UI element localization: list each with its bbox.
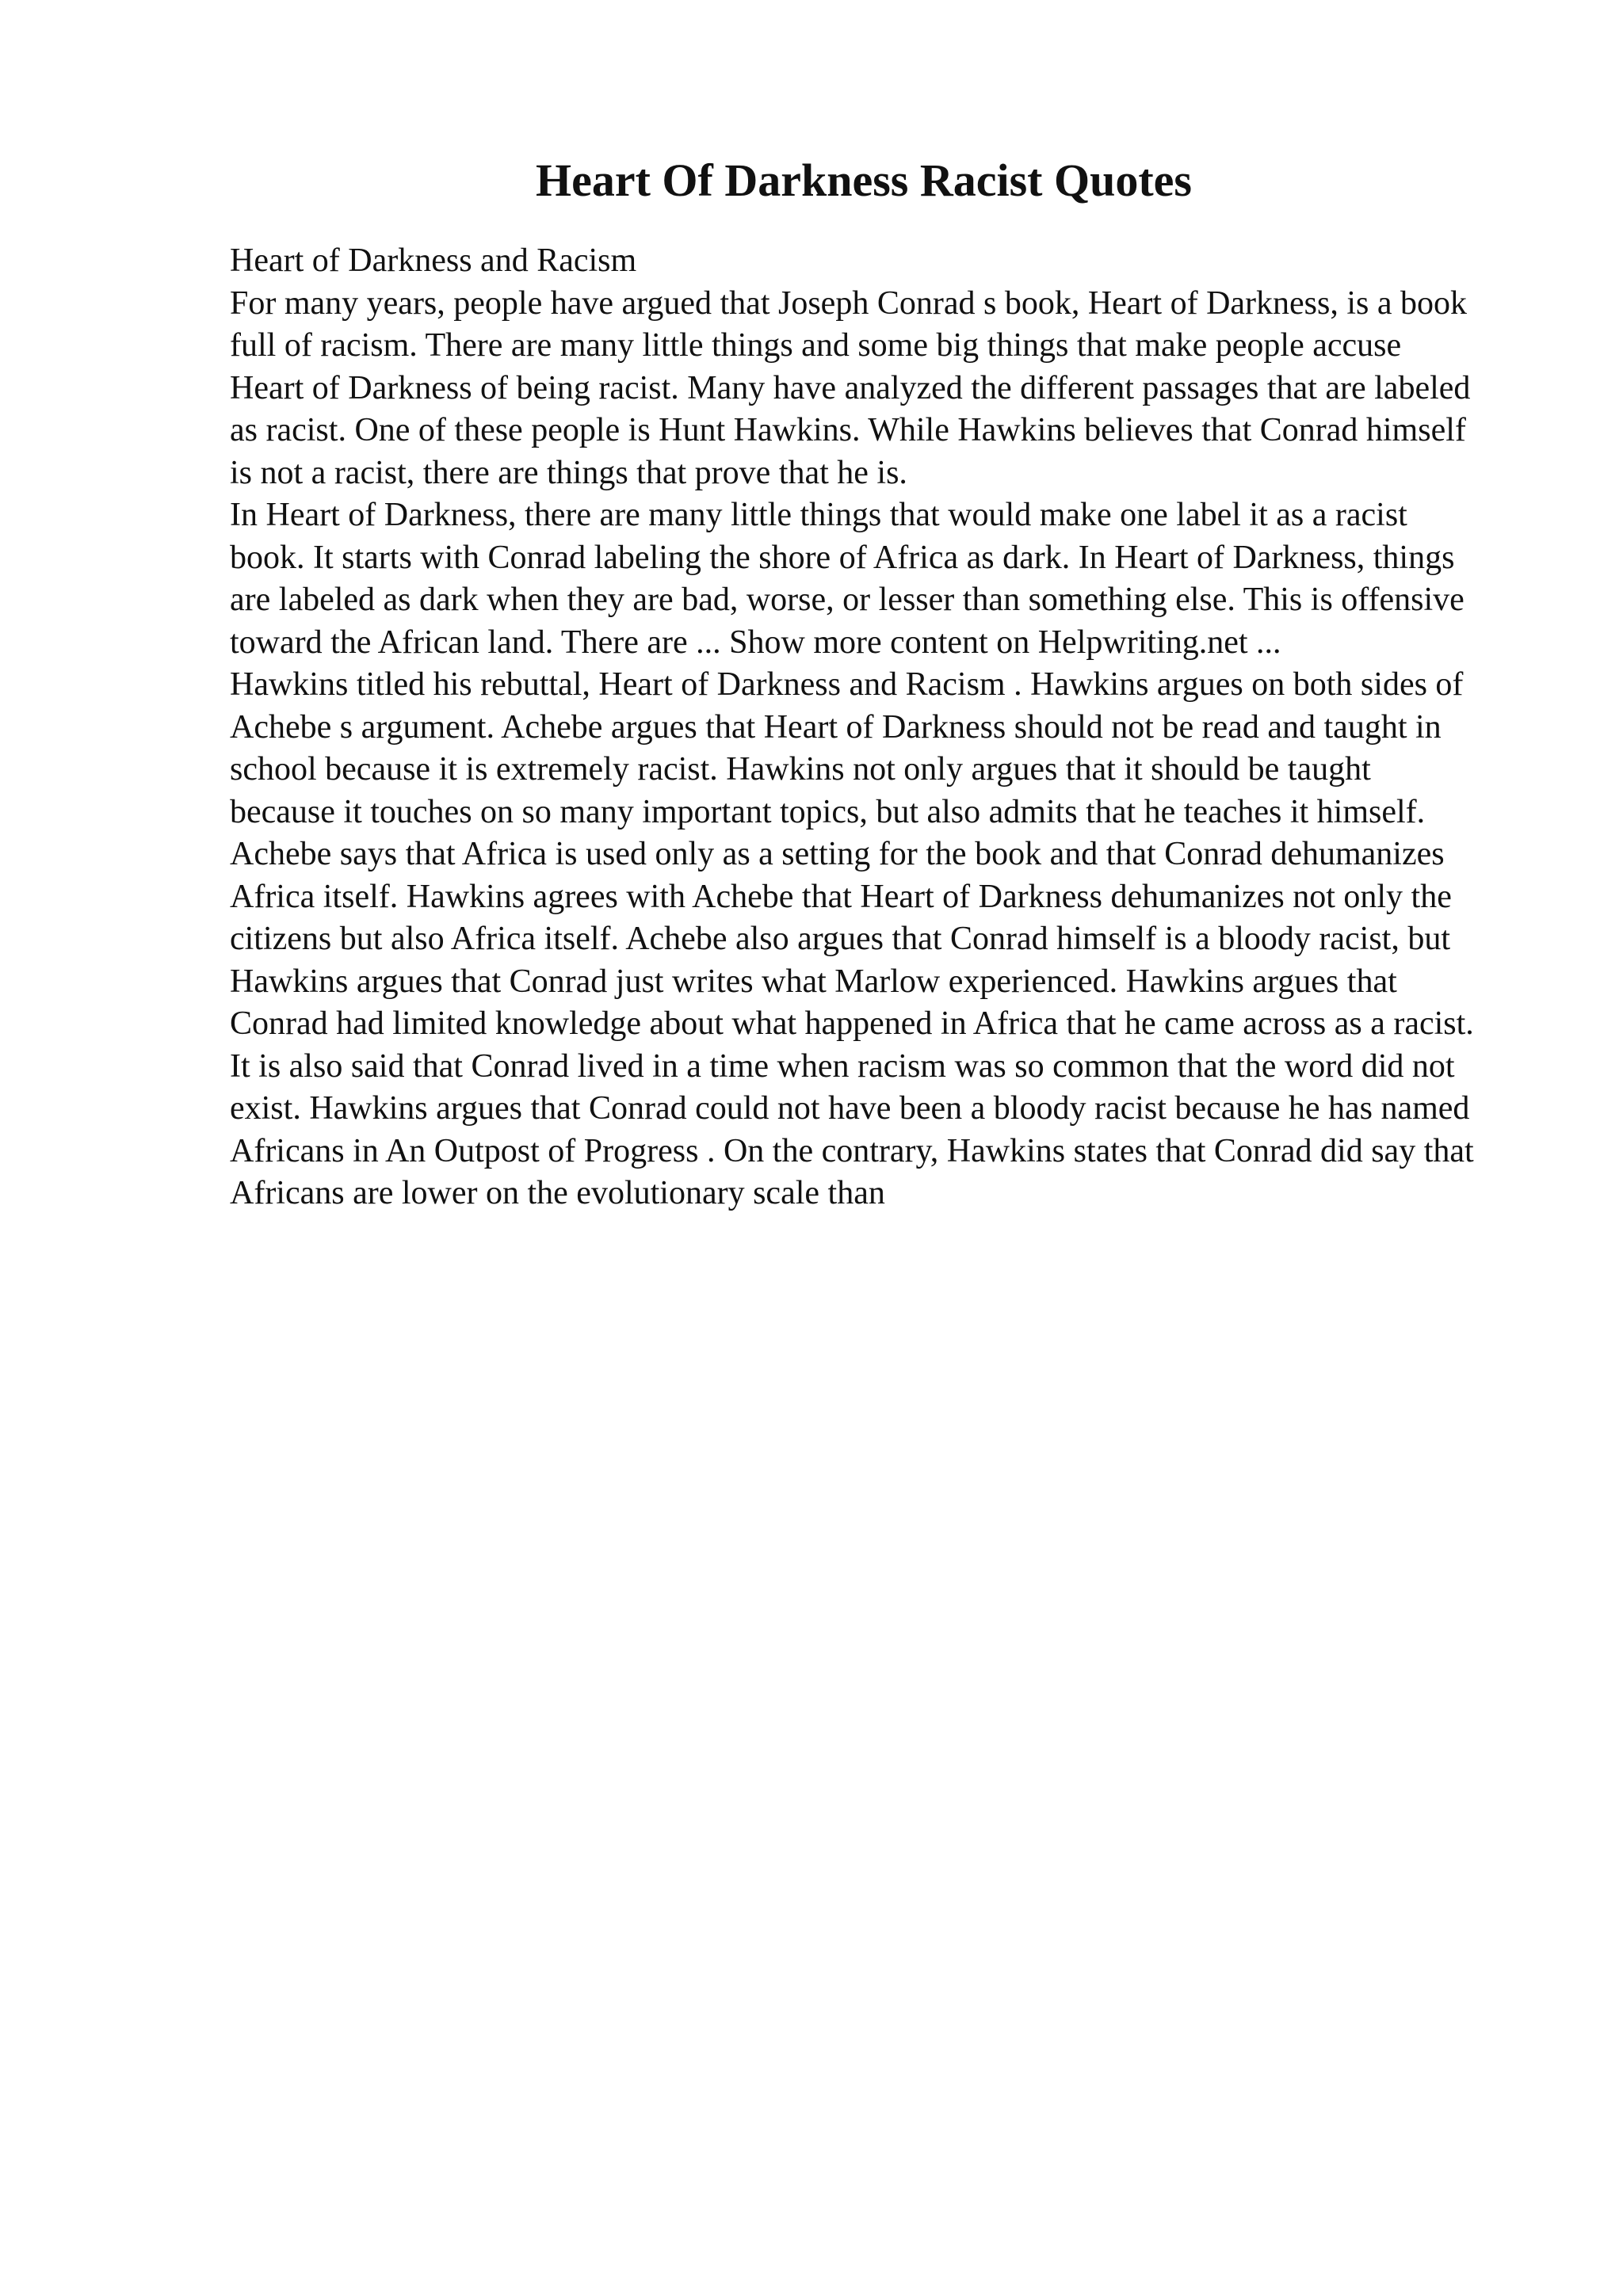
document-title: Heart Of Darkness Racist Quotes: [535, 154, 1192, 206]
paragraph-dark-labeling: In Heart of Darkness, there are many little things that would make one label it as a racist book. It starts with Conrad labeling the shore of Africa as dark. In Heart of Darkness, things are labeled as dark when they are bad, worse, or lesser than something else. This is offensive toward the African land. There are ... Show more content on Helpwriting.net ...: [230, 497, 1465, 661]
paragraph-hawkins-rebuttal: Hawkins titled his rebuttal, Heart of Darkness and Racism . Hawkins argues on both sides of Achebe s argument. Achebe argues that Heart of Darkness should not be read and taught in school because it is extremely racist. Hawkins not only argues that it should be taught because it touches on so many important topics, but also admits that he teaches it himself. Achebe says that Africa is used only as a setting for the book and that Conrad dehumanizes Africa itself. Hawkins agrees with Achebe that Heart of Darkness dehumanizes not only the citizens but also Africa itself. Achebe also argues that Conrad himself is a bloody racist, but Hawkins argues that Conrad just writes what Marlow experienced. Hawkins argues that Conrad had limited knowledge about what happened in Africa that he came across as a racist. It is also said that Conrad lived in a time when racism was so common that the word did not exist. Hawkins argues that Conrad could not have been a bloody racist because he has named Africans in An Outpost of Progress . On the contrary, Hawkins states that Conrad did say that Africans are lower on the evolutionary scale than: [230, 666, 1474, 1211]
document-body: [230, 240, 1482, 1215]
paragraph-intro: For many years, people have argued that Joseph Conrad s book, Heart of Darkness, is a book full of racism. There are many little things and some big things that make people accuse Heart of Darkness of being racist. Many have analyzed the different passages that are labeled as racist. One of these people is Hunt Hawkins. While Hawkins believes that Conrad himself is not a racist, there are things that prove that he is.: [230, 284, 1471, 491]
paragraph-subheading: Heart of Darkness and Racism: [230, 242, 637, 279]
